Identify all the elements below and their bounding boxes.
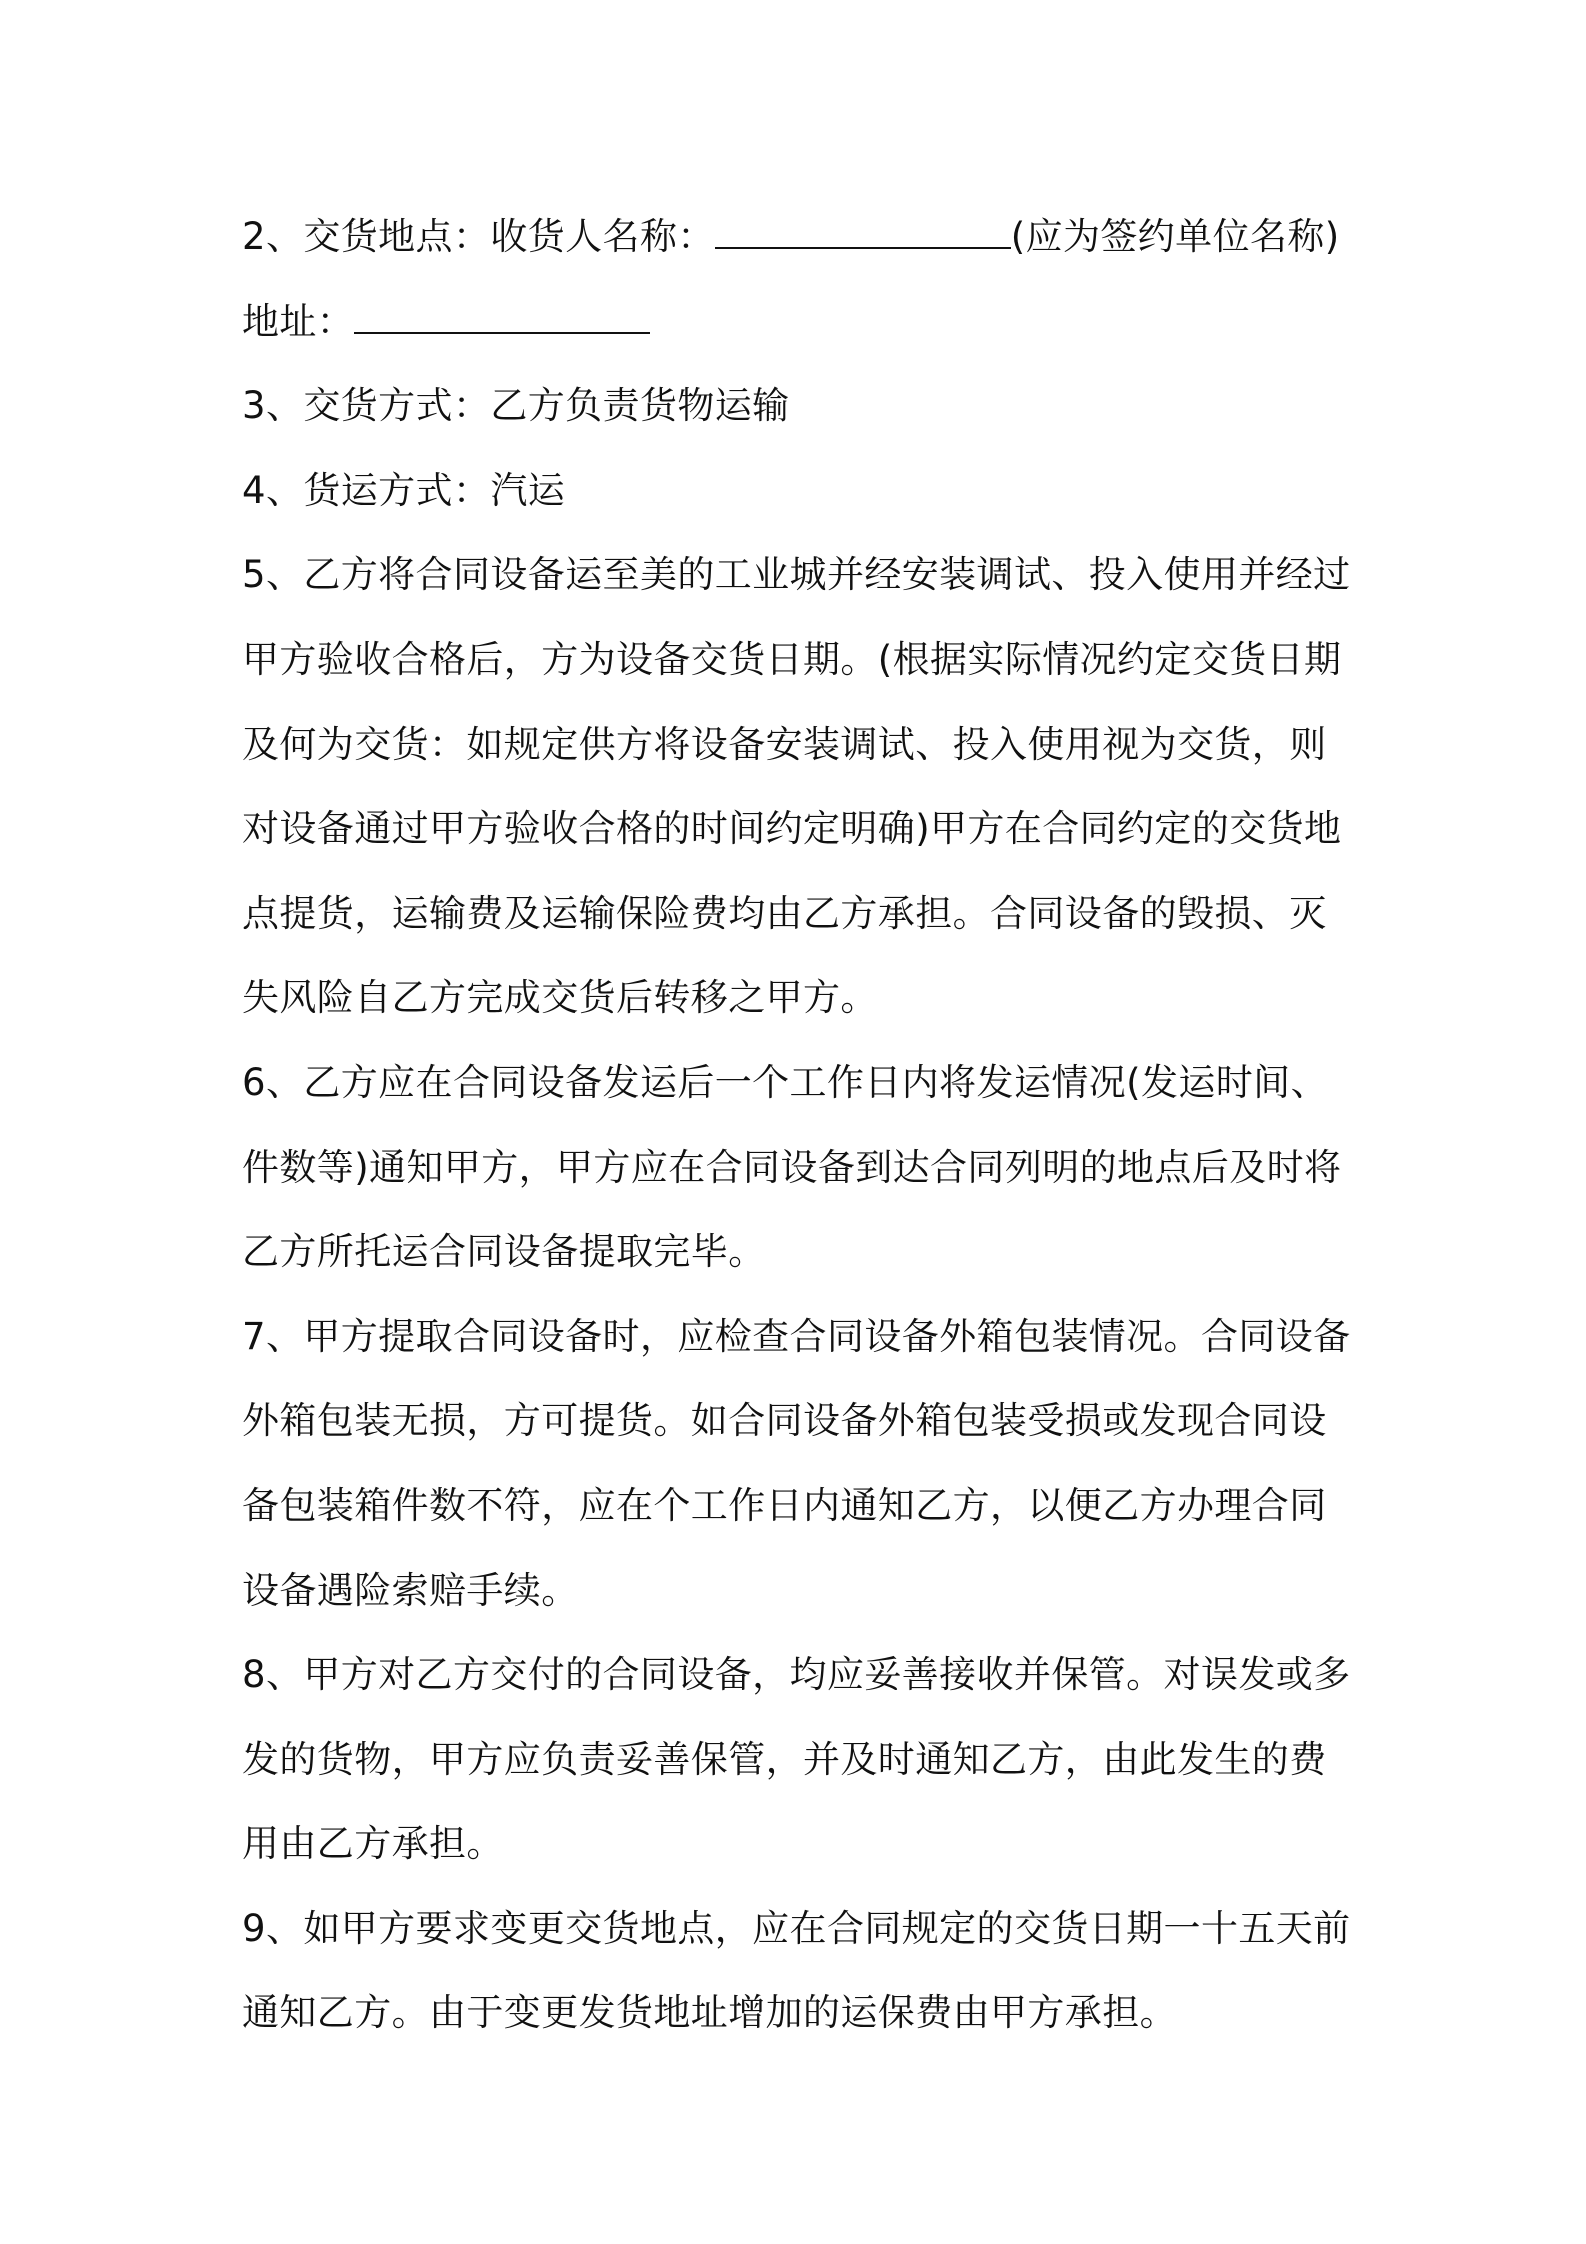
- consignee-name-blank: [715, 217, 1011, 249]
- item-5: 5、乙方将合同设备运至美的工业城并经安装调试、投入使用并经过甲方验收合格后，方为设备交货日期。(根据实际情况约定交货日期及何为交货：如规定供方将设备安装调试、投入使用视为交货，则对设备通过甲方验收合格的时间约定明确)甲方在合同约定的交货地点提货，运输费及运输保险费均由乙方承担。合同设备的毁损、灭失风险自乙方完成交货后转移之甲方。: [242, 553, 1351, 1020]
- item-4: 4、货运方式：汽运: [242, 468, 566, 512]
- address-label: 地址：: [242, 299, 355, 343]
- item-2-line-2: [242, 280, 1362, 365]
- item-7: 7、甲方提取合同设备时，应检查合同设备外箱包装情况。合同设备外箱包装无损，方可提货。如合同设备外箱包装受损或发现合同设备包装箱件数不符，应在个工作日内通知乙方，以便乙方办理合同设备遇险索赔手续。: [242, 1314, 1351, 1612]
- item-2-consignee-note: (应为签约单位名称): [1010, 215, 1340, 258]
- item-9: 9、如甲方要求变更交货地点，应在合同规定的交货日期一十五天前通知乙方。由于变更发货地址增加的运保费由甲方承担。: [242, 1906, 1351, 2035]
- document-page: [242, 195, 1362, 2056]
- item-8: 8、甲方对乙方交付的合同设备，均应妥善接收并保管。对误发或多发的货物，甲方应负责妥善保管，并及时通知乙方，由此发生的费用由乙方承担。: [242, 1653, 1351, 1866]
- item-3: 3、交货方式：乙方负责货物运输: [242, 384, 790, 428]
- address-blank: [354, 302, 650, 334]
- item-6: 6、乙方应在合同设备发运后一个工作日内将发运情况(发运时间、件数等)通知甲方，甲方应在合同设备到达合同列明的地点后及时将乙方所托运合同设备提取完毕。: [242, 1060, 1342, 1274]
- item-2-consignee-label: 2、交货地点：收货人名称：: [242, 215, 715, 258]
- item-2-line-1: [242, 195, 1362, 280]
